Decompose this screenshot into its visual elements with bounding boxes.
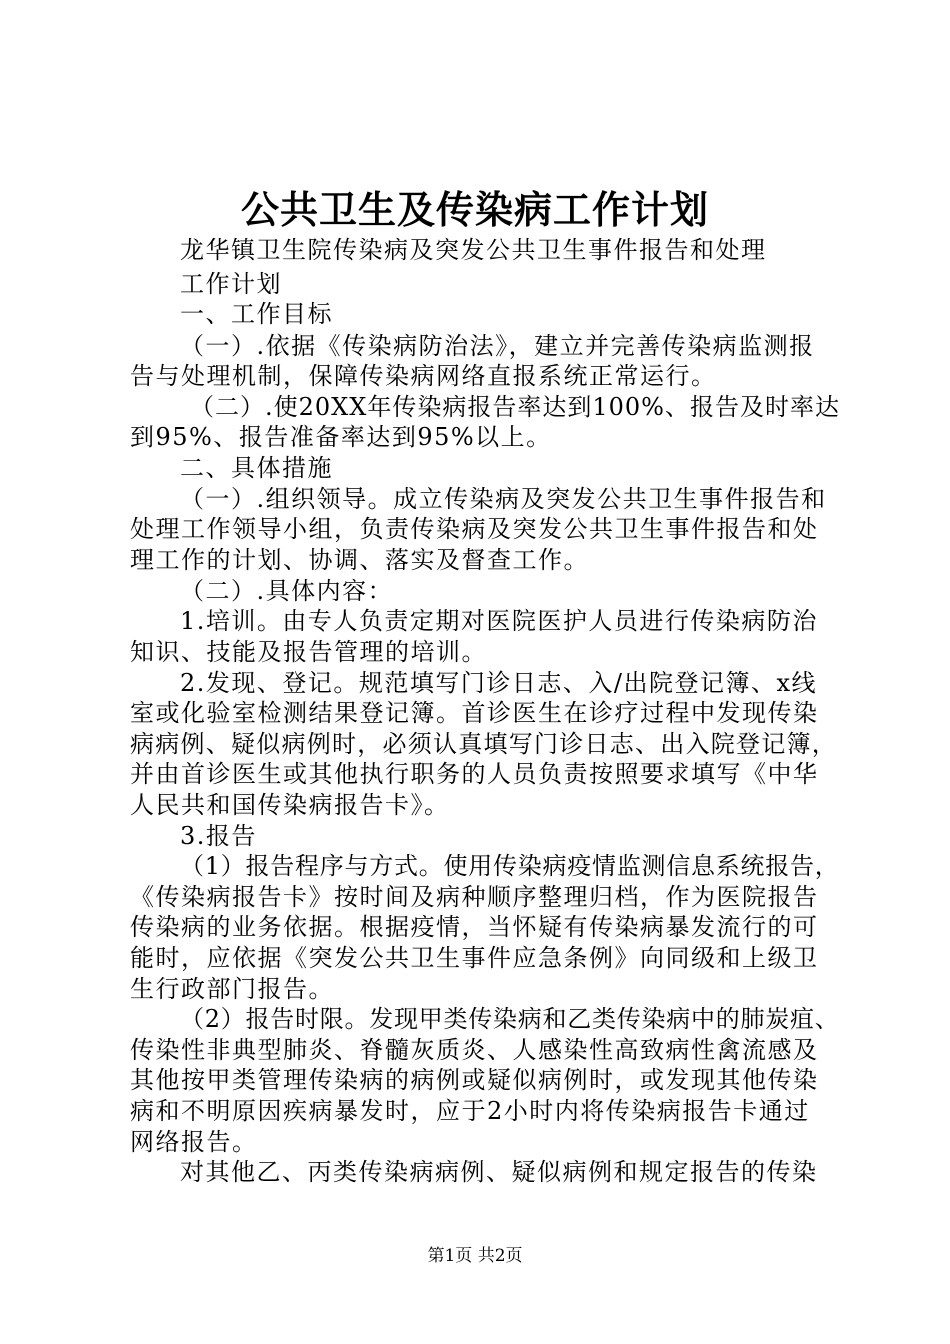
text-line: （一）.依据《传染病防治法》，建立并完善传染病监测报: [180, 332, 815, 360]
text-line: 传染病的业务依据。根据疫情，当怀疑有传染病暴发流行的可: [130, 913, 819, 941]
text-line: （二）.具体内容：: [180, 577, 394, 605]
text-line: 龙华镇卫生院传染病及突发公共卫生事件报告和处理: [180, 236, 767, 264]
text-line: 知识、技能及报告管理的培训。: [130, 638, 487, 666]
text-line: 理工作的计划、协调、落实及督查工作。: [130, 546, 589, 574]
text-line: 1.培训。由专人负责定期对医院医护人员进行传染病防治: [180, 607, 818, 635]
text-line: 处理工作领导小组，负责传染病及突发公共卫生事件报告和处: [130, 515, 819, 543]
text-line: 人民共和国传染病报告卡》。: [130, 791, 450, 819]
text-line: 对其他乙、丙类传染病病例、疑似病例和规定报告的传染: [180, 1158, 818, 1186]
text-line: （一）.组织领导。成立传染病及突发公共卫生事件报告和: [180, 485, 827, 513]
text-line: 传染性非典型肺炎、脊髓灰质炎、人感染性高致病性禽流感及: [130, 1036, 819, 1064]
text-line: 一、工作目标: [180, 300, 333, 328]
text-line: 到95%、报告准备率达到95%以上。: [130, 423, 552, 451]
text-line: 2.发现、登记。规范填写门诊日志、入/出院登记簿、x线: [180, 669, 818, 697]
text-line: 工作计划: [180, 270, 282, 298]
text-line: 《传染病报告卡》按时间及病种顺序整理归档，作为医院报告: [130, 883, 819, 911]
text-line: （2）报告时限。发现甲类传染病和乙类传染病中的肺炭疽、: [180, 1005, 840, 1033]
text-line: 病病例、疑似病例时，必须认真填写门诊日志、出入院登记簿，: [130, 730, 837, 758]
text-line: 二、具体措施: [180, 454, 333, 482]
text-line: 3.报告: [180, 822, 257, 850]
text-line: （二）.使20XX年传染病报告率达到100%、报告及时率达: [190, 393, 840, 421]
text-line: 网络报告。: [130, 1128, 258, 1156]
document-title: 公共卫生及传染病工作计划: [240, 187, 709, 232]
text-line: 室或化验室检测结果登记簿。首诊医生在诊疗过程中发现传染: [130, 699, 819, 727]
text-line: 能时，应依据《突发公共卫生事件应急条例》向同级和上级卫: [130, 944, 819, 972]
text-line: 生行政部门报告。: [130, 975, 334, 1003]
text-line: （1）报告程序与方式。使用传染病疫情监测信息系统报告，: [180, 852, 840, 880]
text-line: 告与处理机制，保障传染病网络直报系统正常运行。: [130, 362, 717, 390]
page-footer: 第1页 共2页: [427, 1246, 523, 1266]
text-line: 并由首诊医生或其他执行职务的人员负责按照要求填写《中华: [130, 760, 819, 788]
text-line: 病和不明原因疾病暴发时，应于2小时内将传染病报告卡通过: [130, 1097, 810, 1125]
text-line: 其他按甲类管理传染病的病例或疑似病例时，或发现其他传染: [130, 1066, 819, 1094]
